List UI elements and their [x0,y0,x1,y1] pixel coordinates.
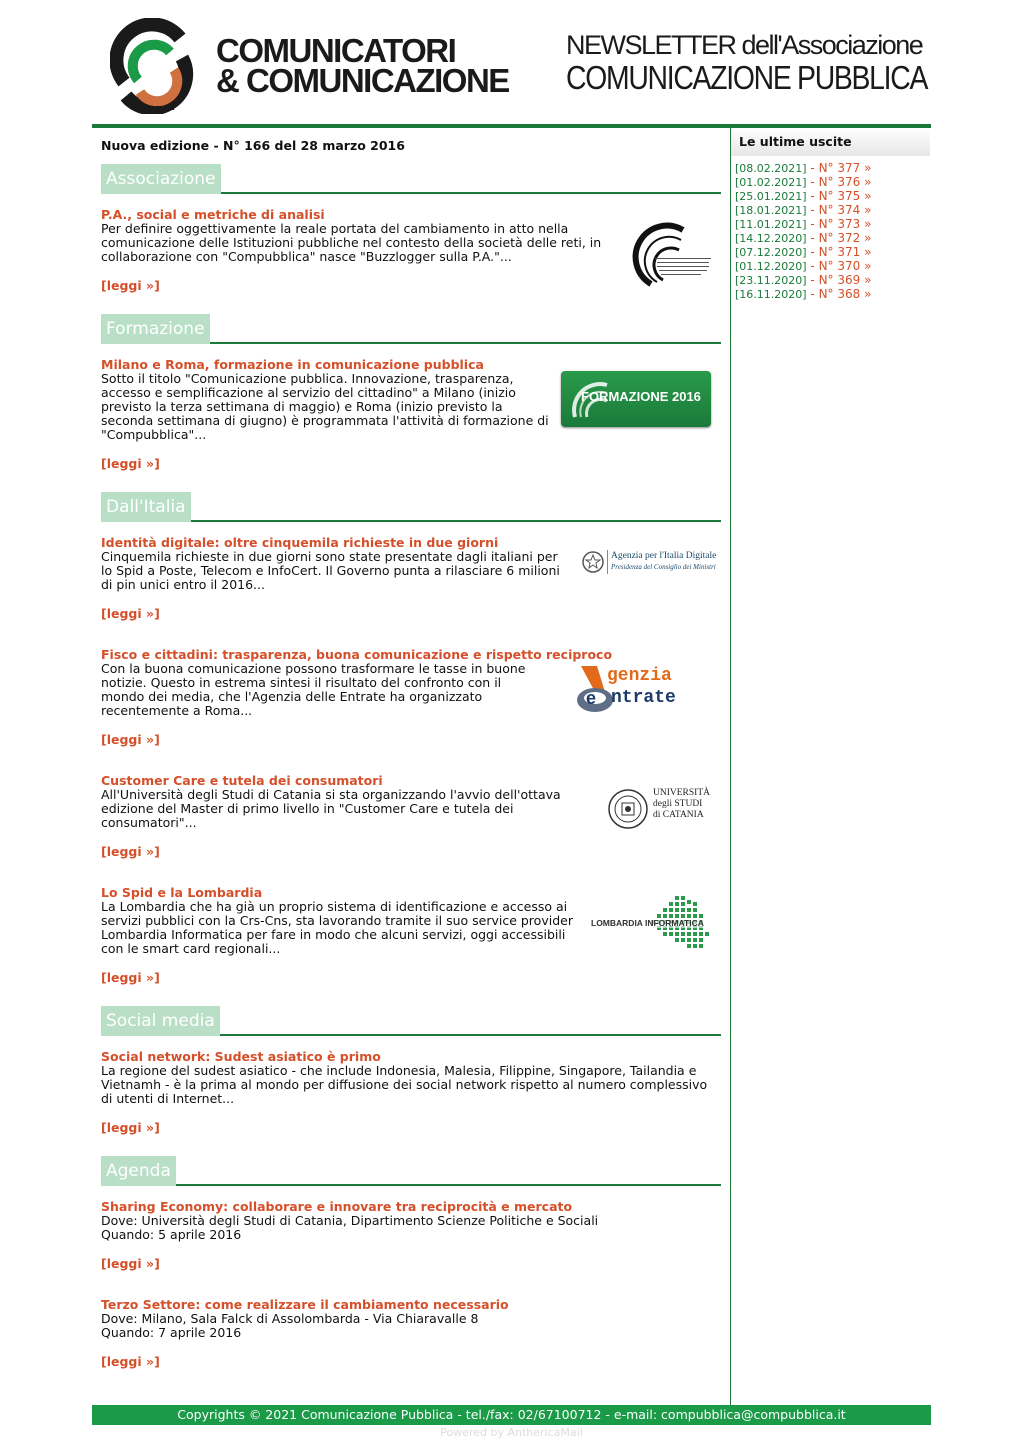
section-divider [101,1184,721,1186]
issue-link[interactable] [735,287,871,302]
compubblica-logo-icon [621,222,715,290]
issue-number[interactable]: N° 376 » [818,175,872,189]
powered-by: Powered by AnthericaMail [440,1426,583,1439]
section-title: Formazione [101,314,210,344]
brand-title [216,32,509,99]
issue-link[interactable] [735,259,871,274]
issue-number[interactable]: N° 371 » [818,245,872,259]
read-more-link[interactable]: [leggi »] [101,970,160,985]
event-title-link[interactable]: Sharing Economy: collaborare e innovare tra reciprocità e mercato [101,1199,573,1214]
article-customer-care [101,773,721,859]
issue-separator: - [810,161,815,175]
issue-number[interactable]: N° 377 » [818,161,872,175]
issue-separator: - [810,217,815,231]
issue-link[interactable] [735,161,871,176]
sidebar-title: Le ultime uscite [731,128,930,156]
event-location: Dove: Università degli Studi di Catania, Dipartimento Scienze Politiche e Sociali [101,1213,599,1228]
issue-date: [08.02.2021] [735,162,807,175]
agid-subtitle: Presidenza del Consiglio dei Ministri [611,563,716,571]
issue-date: [07.12.2020] [735,246,807,259]
article-summary: All'Università degli Studi di Catania si sta organizzando l'avvio dell'ottava edizione del Master di primo livello in "Customer Care e tutela dei consumatori"... [101,787,561,830]
article-social-network [101,1049,721,1135]
issue-separator: - [810,287,815,301]
section-italia [101,492,721,522]
issue-link[interactable] [735,203,871,218]
emblem-icon [581,550,605,574]
issue-separator: - [810,231,815,245]
issue-date: [01.12.2020] [735,260,807,273]
edition-title: Nuova edizione - N° 166 del 28 marzo 2016 [101,138,405,153]
section-divider [101,520,721,522]
article-summary: Sotto il titolo "Comunicazione pubblica. Innovazione, trasparenza, accesso e semplificazione al servizio del cittadino" a Milano (inizio previsto la terza settimana di maggio) e Roma (inizio previsto la seconda settimana di giugno) è programmata l'attività di formazione di "Compubblica"... [101,371,549,442]
section-title: Social media [101,1006,220,1036]
article-title-link[interactable]: Fisco e cittadini: trasparenza, buona comunicazione e rispetto reciproco [101,647,613,662]
read-more-link[interactable]: [leggi »] [101,606,160,621]
article-title-link[interactable]: Social network: Sudest asiatico è primo [101,1049,381,1064]
section-agenda [101,1156,721,1186]
lombardia-informatica-label: LOMBARDIA INFORMATICA [591,918,704,928]
issue-date: [25.01.2021] [735,190,807,203]
article-identita-digitale [101,535,721,621]
section-associazione [101,164,721,194]
read-more-link[interactable]: [leggi »] [101,732,160,747]
university-seal-icon [607,788,649,830]
issue-date: [18.01.2021] [735,204,807,217]
unict-logo [607,788,713,832]
issue-date: [23.11.2020] [735,274,807,287]
article-title-link[interactable]: Identità digitale: oltre cinquemila richieste in due giorni [101,535,499,550]
newsletter-line-2: COMUNICAZIONE PUBBLICA [566,59,928,96]
agenzia-word: genzia [607,666,672,686]
section-title: Associazione [101,164,221,194]
event-title-link[interactable]: Terzo Settore: come realizzare il cambiamento necessario [101,1297,509,1312]
newsletter-title [566,30,986,96]
issue-link[interactable] [735,189,871,204]
issue-number[interactable]: N° 369 » [818,273,872,287]
agid-name: Agenzia per l'Italia Digitale [611,551,717,561]
issue-separator: - [810,203,815,217]
article-title-link[interactable]: Milano e Roma, formazione in comunicazione pubblica [101,357,484,372]
issue-link[interactable] [735,273,871,288]
unict-line-2: degli STUDI [653,799,703,809]
svg-text:e: e [586,688,597,708]
issue-number[interactable]: N° 370 » [818,259,872,273]
section-title: Agenda [101,1156,176,1186]
unict-name [653,788,710,821]
read-more-link[interactable]: [leggi »] [101,456,160,471]
agenzia-entrate-logo [575,664,705,718]
event-location: Dove: Milano, Sala Falck di Assolombarda - Via Chiaravalle 8 [101,1311,479,1326]
article-summary: Con la buona comunicazione possono trasformare le tasse in buone notizie. Questo in estrema sintesi il risultato del confronto con il mondo dei media, che l'Agenzia delle Entrate ha organizzato recentemente a Roma... [101,661,526,718]
newsletter-line-1: NEWSLETTER dell'Associazione [566,30,923,60]
issue-link[interactable] [735,245,871,260]
read-more-link[interactable]: [leggi »] [101,844,160,859]
logo-divider [607,550,608,574]
read-more-link[interactable]: [leggi »] [101,1120,160,1135]
issue-link[interactable] [735,231,871,246]
article-formazione [101,357,721,471]
unict-line-3: di CATANIA [653,810,704,820]
agid-logo [581,550,717,576]
issue-number[interactable]: N° 372 » [818,231,872,245]
footer-copyright: Copyrights © 2021 Comunicazione Pubblica - tel./fax: 02/67100712 - e-mail: compubblica@compubblica.it [92,1405,931,1425]
issue-date: [11.01.2021] [735,218,807,231]
formazione-badge [561,371,711,427]
section-formazione [101,314,721,344]
section-title: Dall'Italia [101,492,191,522]
article-pa-social [101,207,721,293]
issue-date: [14.12.2020] [735,232,807,245]
read-more-link[interactable]: [leggi »] [101,1354,160,1369]
issue-separator: - [810,259,815,273]
article-fisco [101,647,721,747]
brand-line-1: COMUNICATORI [216,32,456,69]
issue-number[interactable]: N° 375 » [818,189,872,203]
brand-line-2: & COMUNICAZIONE [216,62,509,99]
comunicatori-logo-icon [110,18,196,114]
column-divider [730,128,731,1405]
issue-separator: - [810,175,815,189]
read-more-link[interactable]: [leggi »] [101,1256,160,1271]
article-summary: Cinquemila richieste in due giorni sono state presentate dagli italiani per lo Spid a Poste, Telecom e InfoCert. Il Governo punta a rilasciare 6 milioni di pin unici entro il 2016... [101,549,560,592]
event-sharing-economy [101,1199,721,1271]
issue-number[interactable]: N° 373 » [818,217,872,231]
issue-separator: - [810,273,815,287]
article-summary: La regione del sudest asiatico - che include Indonesia, Malesia, Filippine, Singapore, Tailandia e Vietnamh - è la prima al mondo per diffusione dei social network rispetto al numero complessivo di utenti di Internet... [101,1063,708,1106]
article-title-link[interactable]: Customer Care e tutela dei consumatori [101,773,383,788]
event-date: Quando: 7 aprile 2016 [101,1325,242,1340]
issue-separator: - [810,189,815,203]
issue-number[interactable]: N° 374 » [818,203,872,217]
issue-link[interactable] [735,217,871,232]
article-summary: Per definire oggettivamente la reale portata del cambiamento in atto nella comunicazione delle Istituzioni pubbliche nel contesto della società delle reti, in collaborazione con "Compubblica" nasce "Buzzlogger sulla P.A."... [101,221,602,264]
article-summary: La Lombardia che ha già un proprio sistema di identificazione e accesso ai servizi pubblici con la Crs-Cns, sta lavorando tramite il suo service provider Lombardia Informatica per fare in modo che alcuni servizi, oggi accessibili con le smart card regionali... [101,899,573,956]
event-date: Quando: 5 aprile 2016 [101,1227,242,1242]
event-terzo-settore [101,1297,721,1369]
article-spid-lombardia [101,885,721,985]
article-title-link[interactable]: Lo Spid e la Lombardia [101,885,263,900]
issue-date: [01.02.2021] [735,176,807,189]
lombardia-informatica-logo [591,894,713,954]
unict-line-1: UNIVERSITÀ [653,788,710,798]
masthead [92,0,931,124]
section-social-media [101,1006,721,1036]
badge-label: FORMAZIONE 2016 [581,389,701,404]
issue-separator: - [810,245,815,259]
issue-link[interactable] [735,175,871,190]
issue-date: [16.11.2020] [735,288,807,301]
issue-number[interactable]: N° 368 » [818,287,872,301]
article-title-link[interactable]: P.A., social e metriche di analisi [101,207,325,222]
read-more-link[interactable]: [leggi »] [101,278,160,293]
entrate-word: ntrate [611,688,676,708]
